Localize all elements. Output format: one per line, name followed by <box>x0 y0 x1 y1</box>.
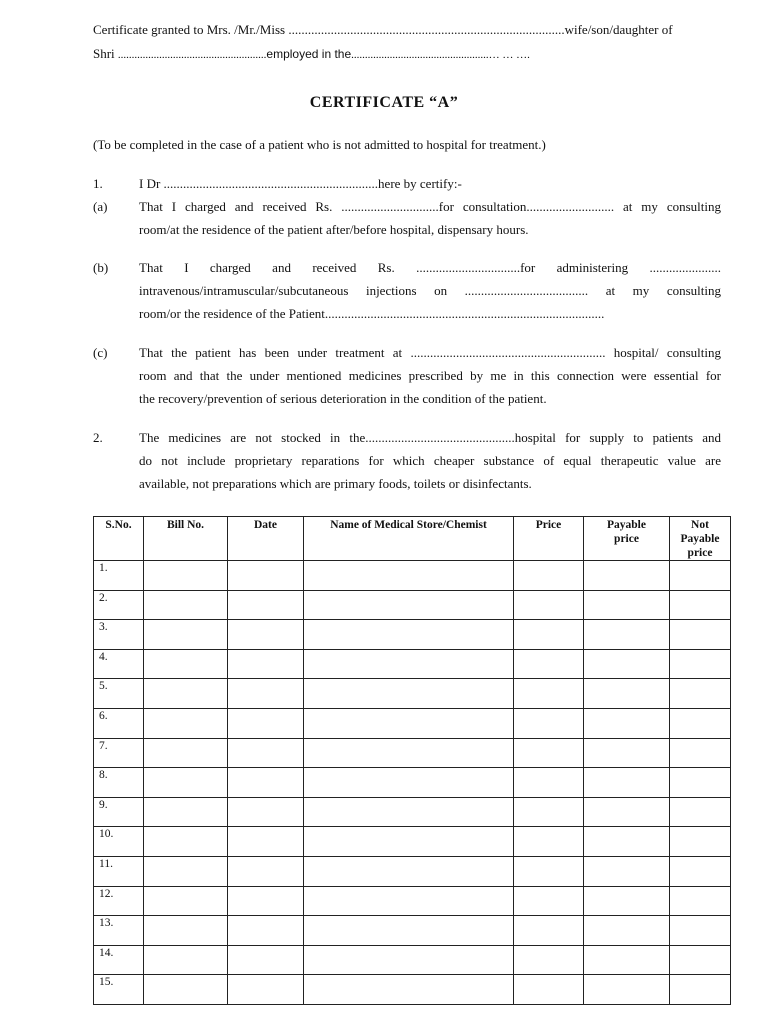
cell-bill-no[interactable] <box>144 768 228 798</box>
cell-date[interactable] <box>228 975 304 1005</box>
cell-sno: 10. <box>94 827 144 857</box>
cell-not-payable-price[interactable] <box>670 708 731 738</box>
cell-store[interactable] <box>304 708 514 738</box>
cell-price[interactable] <box>514 679 584 709</box>
item-b-text <box>139 256 721 325</box>
header-line-1 <box>93 22 721 38</box>
cell-bill-no[interactable] <box>144 797 228 827</box>
employed-label: employed in the <box>266 47 352 61</box>
granted-to-label: Certificate granted to Mrs. /Mr./Miss <box>93 22 289 37</box>
cell-price[interactable] <box>514 827 584 857</box>
header-line-2 <box>93 46 721 62</box>
cell-price[interactable] <box>514 649 584 679</box>
cell-bill-no[interactable] <box>144 649 228 679</box>
cell-date[interactable] <box>228 916 304 946</box>
cell-payable-price[interactable] <box>584 561 670 591</box>
cell-store[interactable] <box>304 827 514 857</box>
table-row <box>94 708 731 738</box>
cell-date[interactable] <box>228 886 304 916</box>
cell-price[interactable] <box>514 620 584 650</box>
cell-bill-no[interactable] <box>144 679 228 709</box>
item-c-line-3: the recovery/prevention of serious deterioration in the condition of the patient. <box>139 391 547 406</box>
cell-bill-no[interactable] <box>144 708 228 738</box>
item-c-line-1: That the patient has been under treatment at ............................................................ hospital/ consulting <box>139 345 721 360</box>
cell-bill-no[interactable] <box>144 975 228 1005</box>
table-row <box>94 590 731 620</box>
cell-payable-price[interactable] <box>584 649 670 679</box>
cell-bill-no[interactable] <box>144 738 228 768</box>
cell-not-payable-price[interactable] <box>670 797 731 827</box>
cell-store[interactable] <box>304 649 514 679</box>
cell-sno: 14. <box>94 945 144 975</box>
item-c-line-2: room and that the under mentioned medicines prescribed by me in this connection were essential for <box>139 368 721 383</box>
cell-store[interactable] <box>304 620 514 650</box>
cell-store[interactable] <box>304 768 514 798</box>
table-row <box>94 561 731 591</box>
item-2-line-3: available, not preparations which are primary foods, toilets or disinfectants. <box>139 476 532 491</box>
cell-store[interactable] <box>304 886 514 916</box>
cell-store[interactable] <box>304 945 514 975</box>
col-header-price: Price <box>514 517 584 561</box>
cell-date[interactable] <box>228 590 304 620</box>
shri-blank: ...................................................... <box>117 49 267 61</box>
payable-line-1: Payable <box>607 519 646 531</box>
cell-not-payable-price[interactable] <box>670 561 731 591</box>
cell-date[interactable] <box>228 768 304 798</box>
cell-store[interactable] <box>304 975 514 1005</box>
cell-store[interactable] <box>304 916 514 946</box>
cell-payable-price[interactable] <box>584 797 670 827</box>
cell-price[interactable] <box>514 768 584 798</box>
table-row <box>94 649 731 679</box>
cell-sno: 9. <box>94 797 144 827</box>
cell-not-payable-price[interactable] <box>670 738 731 768</box>
not-payable-line-2: Payable <box>680 533 720 545</box>
cell-price[interactable] <box>514 708 584 738</box>
col-header-store: Name of Medical Store/Chemist <box>304 517 514 561</box>
cell-not-payable-price[interactable] <box>670 590 731 620</box>
table-body <box>94 561 731 1005</box>
item-a-text <box>139 195 721 241</box>
cell-date[interactable] <box>228 738 304 768</box>
cell-price[interactable] <box>514 975 584 1005</box>
cell-payable-price[interactable] <box>584 768 670 798</box>
cell-not-payable-price[interactable] <box>670 916 731 946</box>
not-payable-line-1: Not <box>691 519 709 531</box>
cell-sno: 2. <box>94 590 144 620</box>
cell-sno: 11. <box>94 856 144 886</box>
cell-sno: 13. <box>94 916 144 946</box>
table-row <box>94 738 731 768</box>
cell-bill-no[interactable] <box>144 945 228 975</box>
cell-price[interactable] <box>514 886 584 916</box>
item-b-line-3: room/or the residence of the Patient...................................................................................... <box>139 306 605 321</box>
cell-not-payable-price[interactable] <box>670 856 731 886</box>
cell-payable-price[interactable] <box>584 856 670 886</box>
item-a-line-1: That I charged and received Rs. ..............................for consultation........................... at my consulting <box>139 199 721 214</box>
cell-not-payable-price[interactable] <box>670 827 731 857</box>
cell-date[interactable] <box>228 856 304 886</box>
item-2-text <box>139 426 721 495</box>
shri-label: Shri <box>93 46 118 61</box>
cell-price[interactable] <box>514 561 584 591</box>
cell-not-payable-price[interactable] <box>670 886 731 916</box>
cell-payable-price[interactable] <box>584 945 670 975</box>
subtitle: (To be completed in the case of a patient who is not admitted to hospital for treatment.) <box>93 137 546 152</box>
cell-price[interactable] <box>514 945 584 975</box>
table-header-row <box>94 517 731 561</box>
cell-price[interactable] <box>514 856 584 886</box>
cell-price[interactable] <box>514 916 584 946</box>
cell-sno: 8. <box>94 768 144 798</box>
cell-store[interactable] <box>304 797 514 827</box>
cell-date[interactable] <box>228 561 304 591</box>
col-header-payable-price <box>584 517 670 561</box>
item-1-number: 1. <box>93 176 103 191</box>
item-1-line: I Dr ..................................................................here by certify:- <box>139 176 462 191</box>
table-row <box>94 797 731 827</box>
cell-store[interactable] <box>304 561 514 591</box>
cell-payable-price[interactable] <box>584 916 670 946</box>
item-2-number: 2. <box>93 430 103 445</box>
item-b-line-1: That I charged and received Rs. ................................for administering ...................... <box>139 260 721 275</box>
item-2-line-2: do not include proprietary reparations for which cheaper substance of equal therapeutic value are <box>139 453 721 468</box>
cell-price[interactable] <box>514 590 584 620</box>
item-a-line-2: room/at the residence of the patient after/before hospital, dispensary hours. <box>139 222 529 237</box>
table-row <box>94 975 731 1005</box>
cell-not-payable-price[interactable] <box>670 679 731 709</box>
page-title: CERTIFICATE “A” <box>309 94 459 111</box>
cell-date[interactable] <box>228 679 304 709</box>
cell-sno: 15. <box>94 975 144 1005</box>
cell-payable-price[interactable] <box>584 738 670 768</box>
table-row <box>94 768 731 798</box>
cell-bill-no[interactable] <box>144 886 228 916</box>
cell-sno: 6. <box>94 708 144 738</box>
cell-payable-price[interactable] <box>584 620 670 650</box>
cell-store[interactable] <box>304 856 514 886</box>
employer-blank: ..................................................… … …. <box>351 49 530 61</box>
payable-line-2: price <box>614 533 639 545</box>
table-row <box>94 620 731 650</box>
cell-date[interactable] <box>228 649 304 679</box>
item-b-number: (b) <box>93 260 109 275</box>
item-b-line-2: intravenous/intramuscular/subcutaneous injections on ...................................... at my consulting <box>139 283 721 298</box>
col-header-not-payable-price <box>670 517 731 561</box>
cell-sno: 7. <box>94 738 144 768</box>
cell-not-payable-price[interactable] <box>670 768 731 798</box>
item-2-line-1: The medicines are not stocked in the..............................................hospital for supply to patients and <box>139 430 721 445</box>
not-payable-line-3: price <box>687 547 713 559</box>
table-row <box>94 916 731 946</box>
table-row <box>94 679 731 709</box>
cell-not-payable-price[interactable] <box>670 620 731 650</box>
cell-payable-price[interactable] <box>584 708 670 738</box>
table-row <box>94 856 731 886</box>
cell-store[interactable] <box>304 679 514 709</box>
cell-bill-no[interactable] <box>144 916 228 946</box>
cell-payable-price[interactable] <box>584 975 670 1005</box>
cell-bill-no[interactable] <box>144 827 228 857</box>
cell-sno: 5. <box>94 679 144 709</box>
cell-date[interactable] <box>228 708 304 738</box>
item-c-text <box>139 341 721 410</box>
cell-not-payable-price[interactable] <box>670 975 731 1005</box>
relation-label: wife/son/daughter of <box>564 22 673 37</box>
cell-sno: 12. <box>94 886 144 916</box>
item-a-number: (a) <box>93 199 108 214</box>
cell-price[interactable] <box>514 797 584 827</box>
cell-payable-price[interactable] <box>584 679 670 709</box>
cell-bill-no[interactable] <box>144 856 228 886</box>
cell-payable-price[interactable] <box>584 827 670 857</box>
name-blank: ..................................................................................... <box>288 22 565 37</box>
cell-date[interactable] <box>228 797 304 827</box>
cell-not-payable-price[interactable] <box>670 649 731 679</box>
cell-payable-price[interactable] <box>584 886 670 916</box>
col-header-date: Date <box>228 517 304 561</box>
cell-store[interactable] <box>304 738 514 768</box>
cell-payable-price[interactable] <box>584 590 670 620</box>
cell-date[interactable] <box>228 827 304 857</box>
cell-sno: 4. <box>94 649 144 679</box>
cell-price[interactable] <box>514 738 584 768</box>
col-header-sno: S.No. <box>94 517 144 561</box>
bills-table <box>93 516 731 1005</box>
cell-bill-no[interactable] <box>144 590 228 620</box>
cell-bill-no[interactable] <box>144 620 228 650</box>
item-c-number: (c) <box>93 345 108 360</box>
cell-date[interactable] <box>228 620 304 650</box>
cell-date[interactable] <box>228 945 304 975</box>
table-row <box>94 945 731 975</box>
cell-sno: 3. <box>94 620 144 650</box>
cell-bill-no[interactable] <box>144 561 228 591</box>
item-1-text <box>139 172 721 195</box>
cell-store[interactable] <box>304 590 514 620</box>
table-row <box>94 827 731 857</box>
table-row <box>94 886 731 916</box>
cell-sno: 1. <box>94 561 144 591</box>
cell-not-payable-price[interactable] <box>670 945 731 975</box>
col-header-bill-no: Bill No. <box>144 517 228 561</box>
